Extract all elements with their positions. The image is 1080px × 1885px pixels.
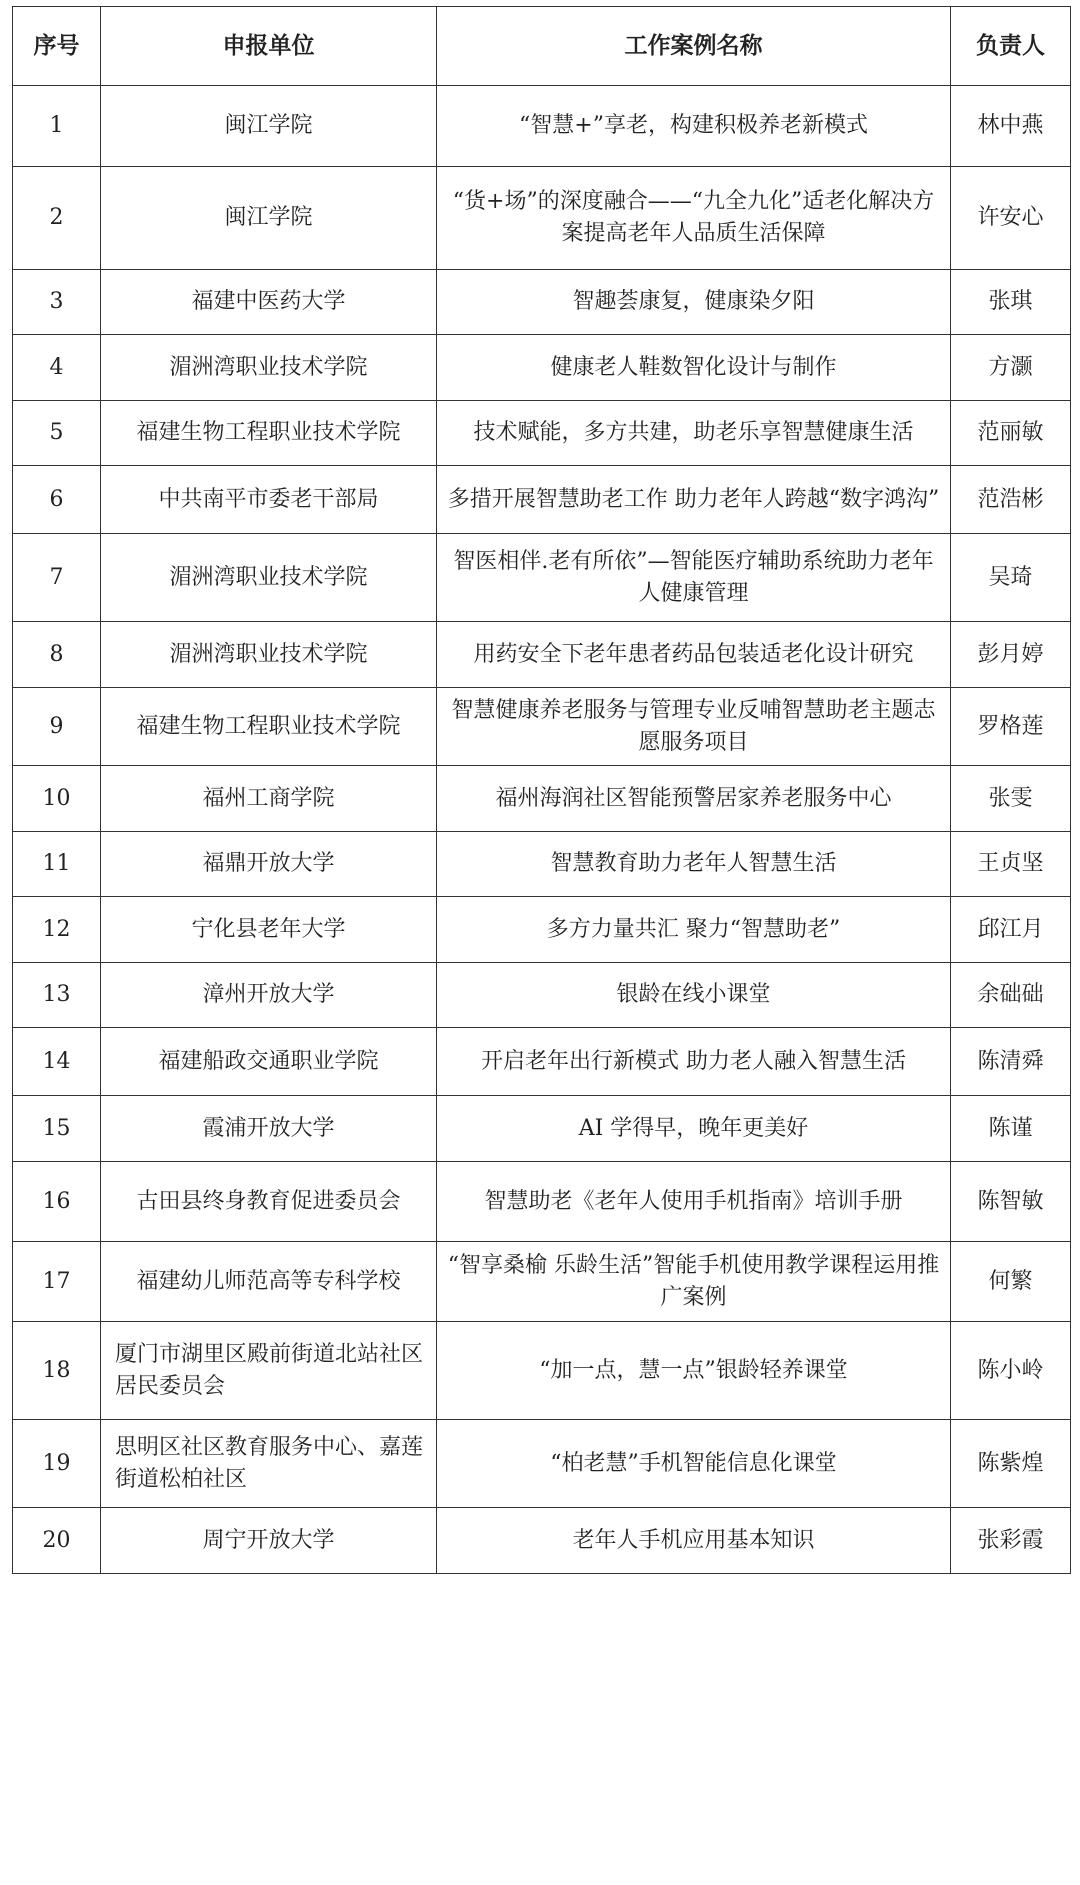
row-index: 2 (13, 167, 101, 270)
row-case-name: “智享桑榆 乐龄生活”智能手机使用教学课程运用推广案例 (437, 1242, 951, 1322)
row-lead: 陈紫煌 (951, 1420, 1071, 1508)
row-case-name: 健康老人鞋数智化设计与制作 (437, 335, 951, 401)
table-row (13, 688, 1071, 766)
header-case-name: 工作案例名称 (437, 7, 951, 86)
table-row (13, 1028, 1071, 1096)
row-case-name: 智慧助老《老年人使用手机指南》培训手册 (437, 1162, 951, 1242)
row-unit: 宁化县老年大学 (101, 897, 437, 963)
row-case-name: “加一点，慧一点”银龄轻养课堂 (437, 1322, 951, 1420)
row-lead: 陈小岭 (951, 1322, 1071, 1420)
header-index: 序号 (13, 7, 101, 86)
row-unit: 福建生物工程职业技术学院 (101, 688, 437, 766)
table-row (13, 335, 1071, 401)
row-lead: 彭月婷 (951, 622, 1071, 688)
row-lead: 陈谨 (951, 1096, 1071, 1162)
row-index: 11 (13, 832, 101, 897)
header-unit: 申报单位 (101, 7, 437, 86)
row-case-name: 智趣荟康复，健康染夕阳 (437, 270, 951, 335)
row-unit: 福鼎开放大学 (101, 832, 437, 897)
row-index: 4 (13, 335, 101, 401)
row-index: 7 (13, 534, 101, 622)
row-case-name: 智医相伴.老有所依”—智能医疗辅助系统助力老年人健康管理 (437, 534, 951, 622)
table-row (13, 466, 1071, 534)
row-case-name: 银龄在线小课堂 (437, 963, 951, 1028)
table-row (13, 897, 1071, 963)
row-index: 6 (13, 466, 101, 534)
table-row (13, 1242, 1071, 1322)
row-lead: 余础础 (951, 963, 1071, 1028)
row-lead: 王贞坚 (951, 832, 1071, 897)
row-index: 8 (13, 622, 101, 688)
row-lead: 邱江月 (951, 897, 1071, 963)
row-unit: 福建幼儿师范高等专科学校 (101, 1242, 437, 1322)
row-index: 12 (13, 897, 101, 963)
table-row (13, 1322, 1071, 1420)
row-unit: 湄洲湾职业技术学院 (101, 534, 437, 622)
row-unit: 闽江学院 (101, 86, 437, 167)
case-table (12, 6, 1071, 1574)
row-index: 15 (13, 1096, 101, 1162)
row-lead: 陈智敏 (951, 1162, 1071, 1242)
table-header-row (13, 7, 1071, 86)
row-index: 17 (13, 1242, 101, 1322)
row-case-name: “货+场”的深度融合——“九全九化”适老化解决方案提高老年人品质生活保障 (437, 167, 951, 270)
row-case-name: 老年人手机应用基本知识 (437, 1508, 951, 1574)
row-lead: 方灏 (951, 335, 1071, 401)
row-unit: 周宁开放大学 (101, 1508, 437, 1574)
row-index: 19 (13, 1420, 101, 1508)
row-index: 1 (13, 86, 101, 167)
row-unit: 福州工商学院 (101, 766, 437, 832)
row-unit: 福建生物工程职业技术学院 (101, 401, 437, 466)
table-row (13, 622, 1071, 688)
table-row (13, 963, 1071, 1028)
row-unit: 中共南平市委老干部局 (101, 466, 437, 534)
table-row (13, 1162, 1071, 1242)
row-lead: 范丽敏 (951, 401, 1071, 466)
table-row (13, 401, 1071, 466)
row-case-name: 技术赋能，多方共建，助老乐享智慧健康生活 (437, 401, 951, 466)
row-unit: 古田县终身教育促进委员会 (101, 1162, 437, 1242)
table-row (13, 1420, 1071, 1508)
row-case-name: 智慧健康养老服务与管理专业反哺智慧助老主题志愿服务项目 (437, 688, 951, 766)
row-lead: 张雯 (951, 766, 1071, 832)
row-lead: 陈清舜 (951, 1028, 1071, 1096)
row-lead: 何繁 (951, 1242, 1071, 1322)
row-index: 16 (13, 1162, 101, 1242)
row-case-name: 多措开展智慧助老工作 助力老年人跨越“数字鸿沟” (437, 466, 951, 534)
table-row (13, 1508, 1071, 1574)
row-case-name: “柏老慧”手机智能信息化课堂 (437, 1420, 951, 1508)
row-unit: 湄洲湾职业技术学院 (101, 622, 437, 688)
row-case-name: 福州海润社区智能预警居家养老服务中心 (437, 766, 951, 832)
row-case-name: 开启老年出行新模式 助力老人融入智慧生活 (437, 1028, 951, 1096)
table-row (13, 1096, 1071, 1162)
row-unit: 福建中医药大学 (101, 270, 437, 335)
row-index: 10 (13, 766, 101, 832)
row-case-name: 用药安全下老年患者药品包装适老化设计研究 (437, 622, 951, 688)
row-index: 5 (13, 401, 101, 466)
row-index: 18 (13, 1322, 101, 1420)
row-lead: 许安心 (951, 167, 1071, 270)
table-row (13, 832, 1071, 897)
row-index: 14 (13, 1028, 101, 1096)
table-row (13, 270, 1071, 335)
row-lead: 吴琦 (951, 534, 1071, 622)
row-unit: 福建船政交通职业学院 (101, 1028, 437, 1096)
row-case-name: 多方力量共汇 聚力“智慧助老” (437, 897, 951, 963)
table-row (13, 534, 1071, 622)
row-index: 20 (13, 1508, 101, 1574)
row-unit: 思明区社区教育服务中心、嘉莲街道松柏社区 (101, 1420, 437, 1508)
row-unit: 闽江学院 (101, 167, 437, 270)
header-lead: 负责人 (951, 7, 1071, 86)
row-unit: 厦门市湖里区殿前街道北站社区居民委员会 (101, 1322, 437, 1420)
row-lead: 张琪 (951, 270, 1071, 335)
row-index: 13 (13, 963, 101, 1028)
table-row (13, 86, 1071, 167)
table-row (13, 167, 1071, 270)
row-index: 9 (13, 688, 101, 766)
row-unit: 漳州开放大学 (101, 963, 437, 1028)
row-lead: 林中燕 (951, 86, 1071, 167)
row-case-name: “智慧+”享老，构建积极养老新模式 (437, 86, 951, 167)
row-unit: 霞浦开放大学 (101, 1096, 437, 1162)
table-row (13, 766, 1071, 832)
row-case-name: 智慧教育助力老年人智慧生活 (437, 832, 951, 897)
row-lead: 范浩彬 (951, 466, 1071, 534)
row-case-name: AI 学得早，晚年更美好 (437, 1096, 951, 1162)
row-index: 3 (13, 270, 101, 335)
row-lead: 张彩霞 (951, 1508, 1071, 1574)
row-lead: 罗格莲 (951, 688, 1071, 766)
row-unit: 湄洲湾职业技术学院 (101, 335, 437, 401)
